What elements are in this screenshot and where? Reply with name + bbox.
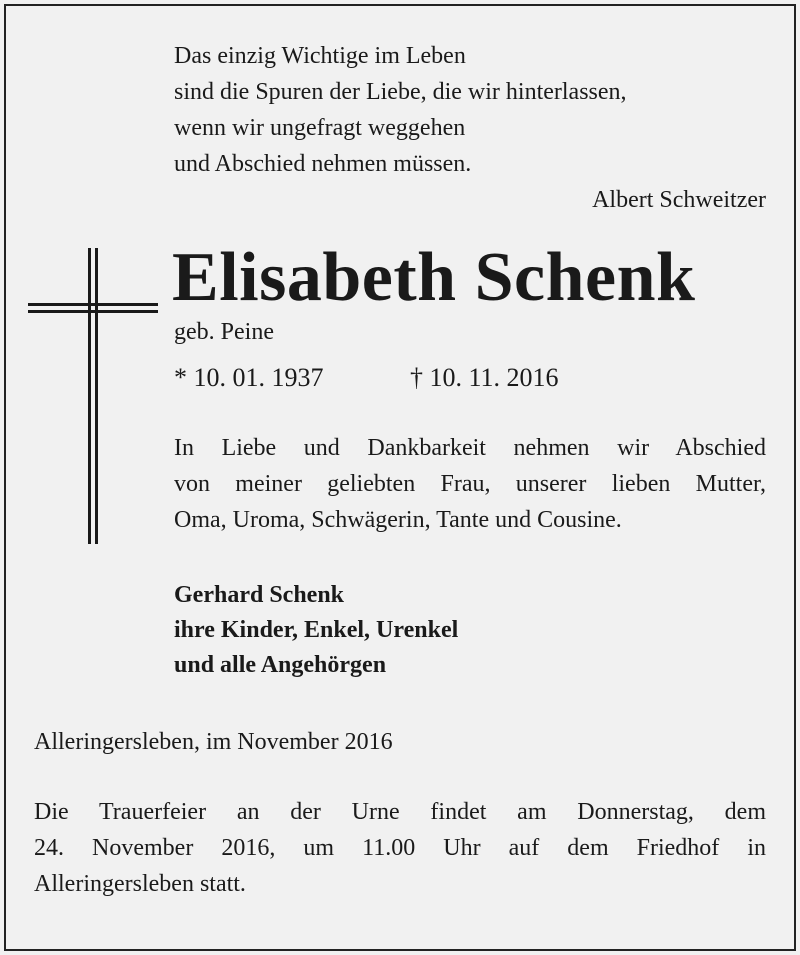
quote-line: und Abschied nehmen müssen. bbox=[174, 151, 472, 177]
funeral-line: Die Trauerfeier an der Urne findet am Donnerstag, dem bbox=[34, 799, 766, 825]
quote-line: Das einzig Wichtige im Leben bbox=[174, 43, 466, 69]
mourners bbox=[174, 578, 458, 683]
mourner-line: Gerhard Schenk bbox=[174, 582, 345, 608]
maiden-name: geb. Peine bbox=[174, 319, 274, 345]
quote-author: Albert Schweitzer bbox=[592, 187, 766, 213]
cross-icon bbox=[28, 248, 158, 544]
funeral-line: 24. November 2016, um 11.00 Uhr auf dem Friedhof in bbox=[34, 835, 766, 861]
funeral-info bbox=[34, 794, 766, 902]
quote-line: wenn wir ungefragt weggehen bbox=[174, 115, 466, 141]
funeral-line: Alleringersleben statt. bbox=[34, 871, 246, 897]
deceased-name: Elisabeth Schenk bbox=[172, 239, 696, 316]
death-date: † 10. 11. 2016 bbox=[410, 363, 559, 392]
farewell-line: In Liebe und Dankbarkeit nehmen wir Abschied bbox=[174, 435, 766, 461]
quote-line: sind die Spuren der Liebe, die wir hinterlassen, bbox=[174, 79, 627, 105]
quote bbox=[174, 38, 627, 182]
farewell-line: von meiner geliebten Frau, unserer lieben Mutter, bbox=[174, 471, 766, 497]
place-date: Alleringersleben, im November 2016 bbox=[34, 729, 393, 755]
mourner-line: und alle Angehörgen bbox=[174, 652, 387, 678]
farewell-line: Oma, Uroma, Schwägerin, Tante und Cousine. bbox=[174, 507, 622, 533]
farewell-text bbox=[174, 430, 766, 538]
mourner-line: ihre Kinder, Enkel, Urenkel bbox=[174, 617, 459, 643]
birth-date: * 10. 01. 1937 bbox=[174, 363, 324, 392]
